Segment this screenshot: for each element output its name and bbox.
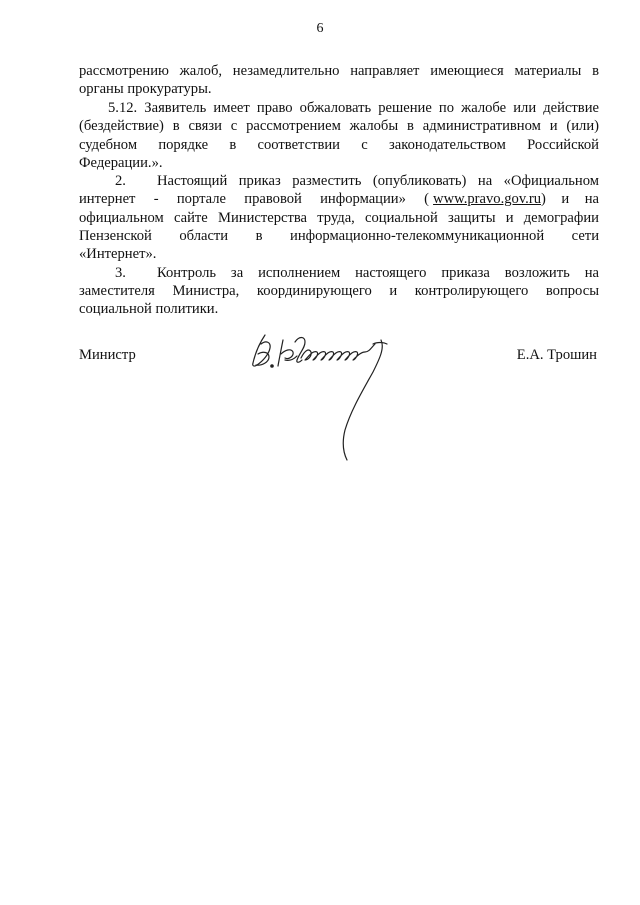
- body-text: интернет - портале правовой информации» (: [79, 191, 430, 207]
- page-number: 6: [316, 21, 324, 36]
- body-line: Федерации.».: [79, 155, 163, 171]
- item-2-number: 2.: [115, 173, 126, 189]
- body-line: «Интернет».: [79, 246, 157, 262]
- handwritten-signature: [245, 330, 415, 465]
- signatory-position: Министр: [79, 347, 136, 363]
- body-line: социальной политики.: [79, 301, 219, 317]
- body-line: рассмотрению жалоб, незамедлительно направляет имеющиеся материалы в: [79, 63, 599, 79]
- item-3-number: 3.: [115, 265, 126, 281]
- body-line-with-link: [79, 190, 599, 208]
- body-line: официальном сайте Министерства труда, социальной защиты и демографии: [79, 210, 599, 226]
- body-line: (бездействие) в связи с рассмотрением жалобы в административном и (или): [79, 118, 599, 134]
- pravo-link[interactable]: www.pravo.gov.ru: [433, 191, 541, 207]
- body-line: судебном порядке в соответствии с законодательством Российской: [79, 137, 599, 153]
- body-line: Пензенской области в информационно-телекоммуникационной сети: [79, 228, 599, 244]
- body-line: 5.12. Заявитель имеет право обжаловать решение по жалобе или действие: [108, 100, 599, 116]
- body-line: заместителя Министра, координирующего и контролирующего вопросы: [79, 283, 599, 299]
- body-text: ) и на: [541, 191, 599, 207]
- body-line: Контроль за исполнением настоящего приказа возложить на: [157, 265, 599, 281]
- body-line: Настоящий приказ разместить (опубликовать) на «Официальном: [157, 173, 599, 189]
- body-line: органы прокуратуры.: [79, 81, 212, 97]
- signatory-name: Е.А. Трошин: [516, 347, 597, 363]
